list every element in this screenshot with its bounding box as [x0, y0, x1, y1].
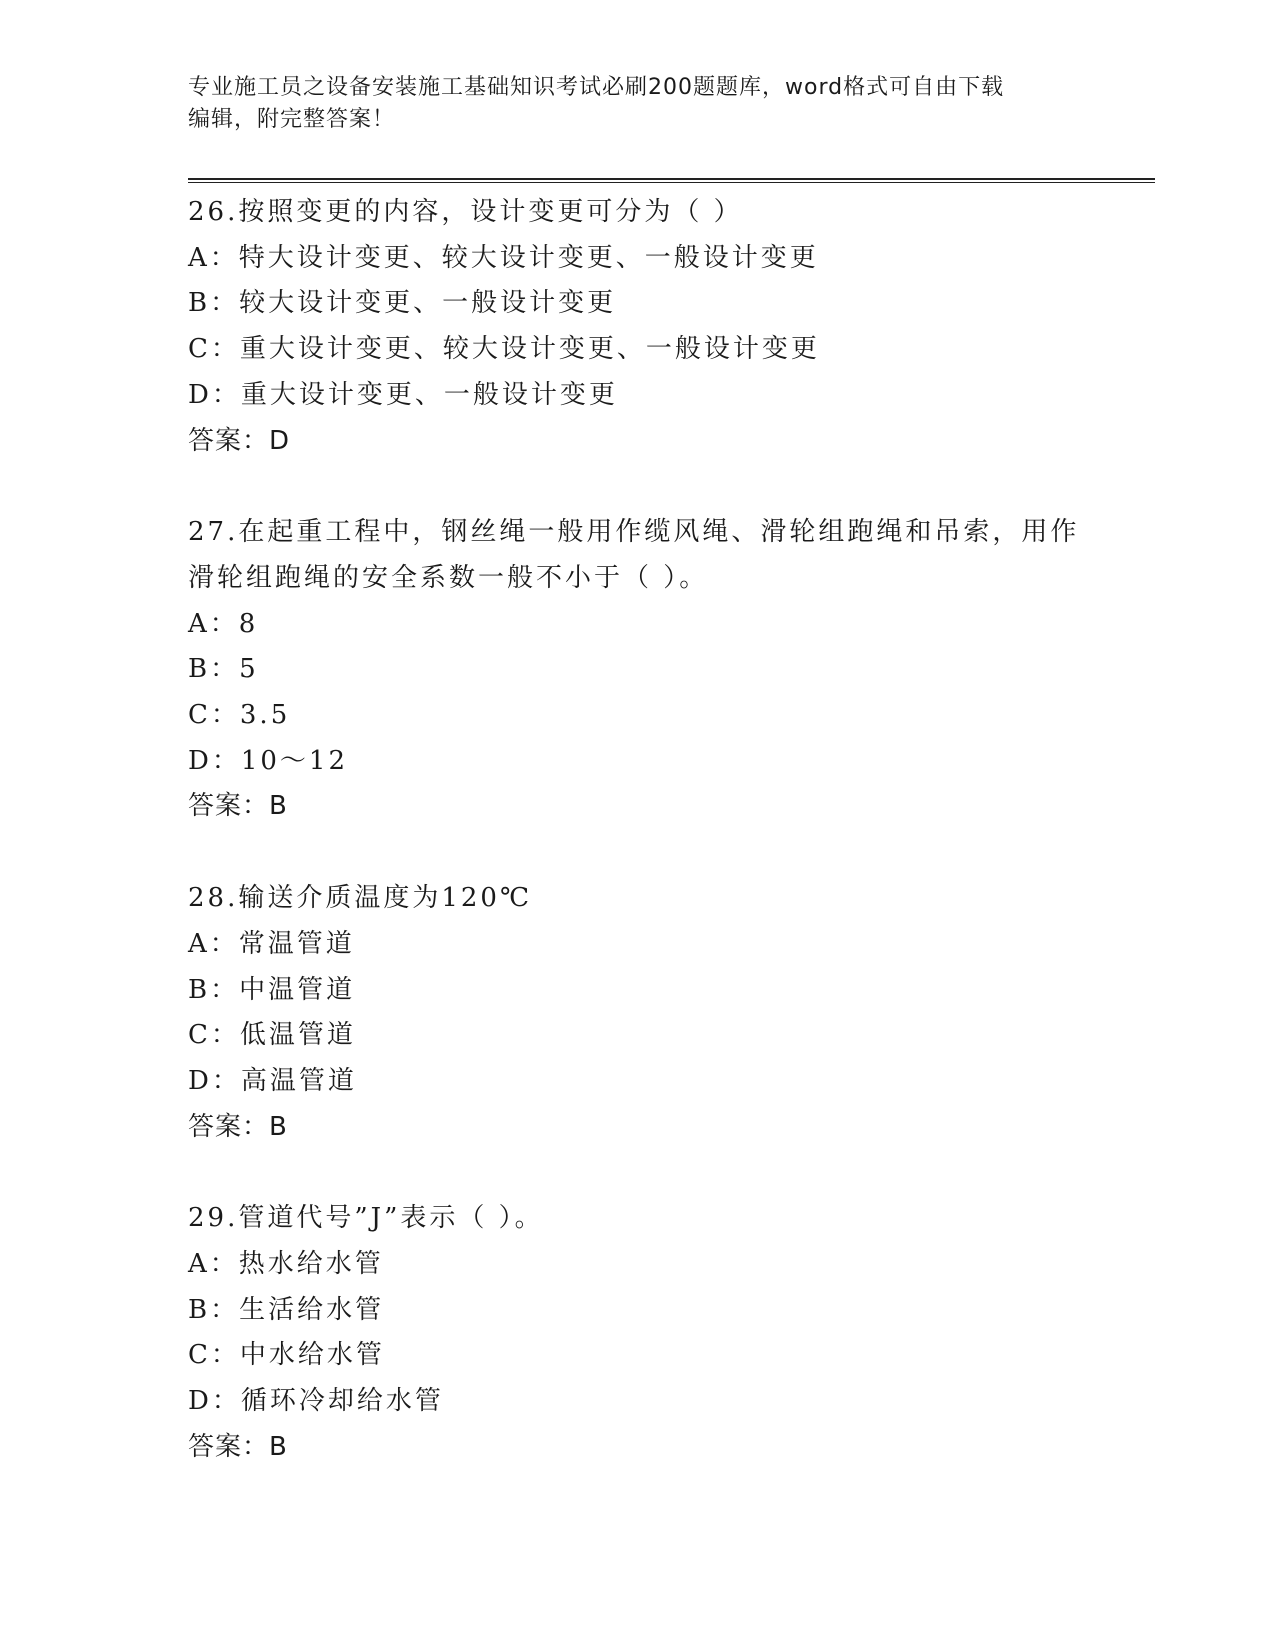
question-26: [188, 190, 1088, 464]
option-d: D：循环冷却给水管: [188, 1386, 444, 1417]
option-d: D：10～12: [188, 745, 349, 776]
option-c: C：低温管道: [188, 1020, 356, 1051]
question-28: [188, 876, 1088, 1150]
option-a: A：特大设计变更、较大设计变更、一般设计变更: [188, 242, 819, 273]
question-stem: 28.输送介质温度为120℃: [188, 883, 533, 914]
option-b: B：生活给水管: [188, 1294, 385, 1325]
question-stem: 29.管道代号”J”表示（ ）。: [188, 1203, 544, 1234]
option-b: B：5: [188, 654, 259, 685]
answer-label: 答案：B: [188, 1111, 288, 1142]
option-c: C：重大设计变更、较大设计变更、一般设计变更: [188, 334, 820, 365]
header-line-1: 专业施工员之设备安装施工基础知识考试必刷200题题库，word格式可自由下载: [188, 75, 1005, 100]
option-d: D：高温管道: [188, 1065, 357, 1096]
question-27: [188, 510, 1088, 830]
answer-label: 答案：B: [188, 1431, 288, 1462]
answer-label: 答案：B: [188, 791, 288, 822]
question-29: [188, 1196, 1088, 1470]
option-d: D：重大设计变更、一般设计变更: [188, 379, 618, 410]
question-stem: 26.按照变更的内容，设计变更可分为（ ）: [188, 197, 743, 227]
document-header: [188, 72, 1068, 136]
option-a: A：热水给水管: [188, 1249, 384, 1280]
option-a: A：常温管道: [188, 928, 355, 959]
option-b: B：中温管道: [188, 974, 356, 1005]
option-c: C：3.5: [188, 700, 291, 731]
option-a: A：8: [188, 608, 259, 639]
question-stem-line-2: 滑轮组跑绳的安全系数一般不小于（ ）。: [188, 562, 709, 593]
option-c: C：中水给水管: [188, 1340, 385, 1371]
header-divider: [188, 178, 1155, 183]
question-stem-line-1: 27.在起重工程中，钢丝绳一般用作缆风绳、滑轮组跑绳和吊索，用作: [188, 517, 1080, 548]
header-line-2: 编辑，附完整答案！: [188, 107, 396, 132]
answer-label: 答案：D: [188, 425, 291, 456]
option-b: B：较大设计变更、一般设计变更: [188, 288, 617, 319]
question-list: [188, 190, 1088, 1517]
